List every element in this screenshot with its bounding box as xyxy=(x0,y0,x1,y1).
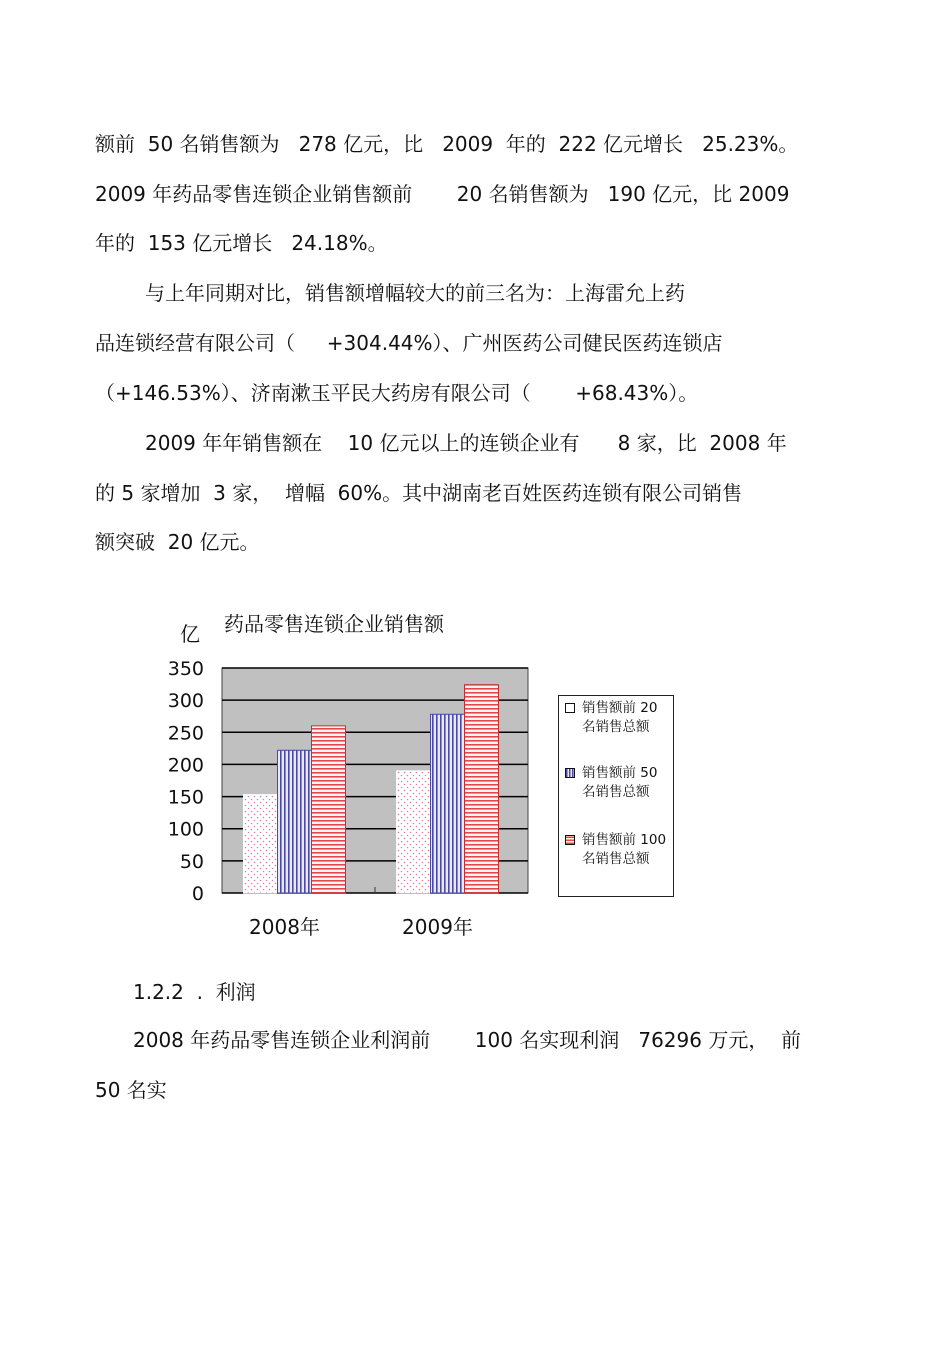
y-tick-label: 200 xyxy=(167,754,204,777)
paragraph-line-4: 与上年同期对比，销售额增幅较大的前三名为：上海雷允上药 xyxy=(145,281,685,305)
legend-label-top100: 销售额前 100名销售总额 xyxy=(582,832,667,867)
y-tick-label: 250 xyxy=(167,722,204,745)
closing-line-2: 50 名实 xyxy=(95,1078,167,1102)
closing-line-1: 2008 年药品零售连锁企业利润前 100 名实现利润 76296 万元， 前 xyxy=(133,1028,802,1052)
legend-swatch-top100 xyxy=(565,835,575,845)
x-tick-label: 2008年 xyxy=(249,915,320,939)
chart-ylabel: 亿 xyxy=(180,622,200,646)
legend-swatch-top20 xyxy=(565,703,575,713)
paragraph-line-6: （+146.53%）、济南漱玉平民大药房有限公司（ +68.43%）。 xyxy=(95,381,699,405)
paragraph-line-3: 年的 153 亿元增长 24.18%。 xyxy=(95,231,388,255)
bar xyxy=(312,726,346,893)
y-axis-ticks xyxy=(168,658,204,905)
x-tick-label: 2009年 xyxy=(402,915,473,939)
legend-label-top50: 销售额前 50 名销售总额 xyxy=(582,765,658,800)
paragraph-line-7: 2009 年年销售额在 10 亿元以上的连锁企业有 8 家，比 2008 年 xyxy=(145,431,787,455)
legend-label-top20: 销售额前 20 名销售总额 xyxy=(582,700,658,735)
paragraph-line-9: 额突破 20 亿元。 xyxy=(95,530,260,554)
section-heading: 1.2.2 . 利润 xyxy=(133,980,256,1004)
y-tick-label: 50 xyxy=(179,850,204,873)
y-tick-label: 300 xyxy=(167,690,204,713)
bar xyxy=(431,714,465,893)
paragraph-line-5: 品连锁经营有限公司（ +304.44%）、广州医药公司健民医药连锁店 xyxy=(95,331,723,355)
y-tick-label: 150 xyxy=(167,786,204,809)
paragraph-line-1: 额前 50 名销售额为 278 亿元，比 2009 年的 222 亿元增长 25.23%。 xyxy=(95,132,799,156)
bar xyxy=(397,771,431,893)
legend-swatch-top50 xyxy=(565,768,575,778)
bar xyxy=(278,750,312,893)
paragraph-line-8: 的 5 家增加 3 家， 增幅 60%。其中湖南老百姓医药连锁有限公司销售 xyxy=(95,481,743,505)
y-tick-label: 100 xyxy=(167,818,204,841)
bar xyxy=(465,685,499,893)
plot-area xyxy=(222,668,528,893)
sales-chart xyxy=(160,600,700,950)
chart-title: 药品零售连锁企业销售额 xyxy=(224,612,444,636)
y-tick-label: 350 xyxy=(167,658,204,680)
paragraph-line-2: 2009 年药品零售连锁企业销售额前 20 名销售额为 190 亿元，比 2009 xyxy=(95,182,790,206)
bar xyxy=(244,795,278,893)
x-axis-ticks xyxy=(249,915,473,939)
chart-legend xyxy=(558,695,674,897)
y-tick-label: 0 xyxy=(191,883,204,905)
